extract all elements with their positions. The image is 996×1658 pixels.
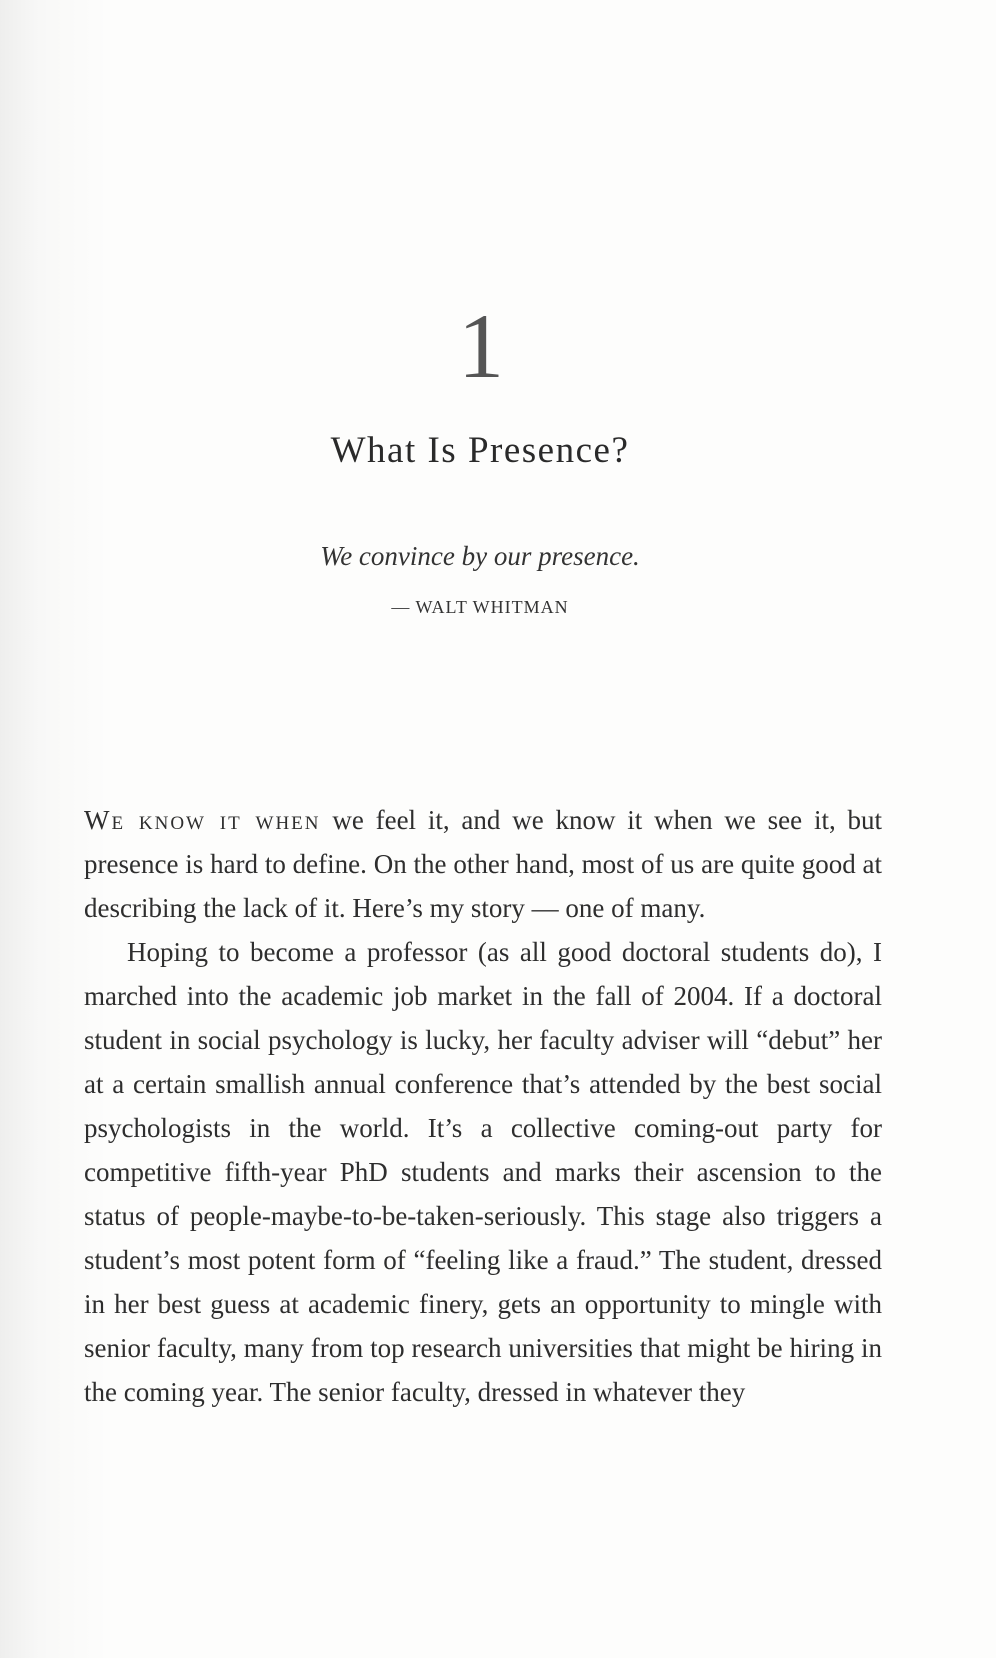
paragraph-2: Hoping to become a professor (as all good doctoral students do), I marched into the academic job market in the fall of 2004. If a doctoral student in social psychology is lucky, her faculty adviser will “debut” her at a certain smallish annual conference that’s attended by the best social psychologists in the world. It’s a collective coming-out party for competitive fifth-year PhD students and marks their ascension to the status of people-maybe-to-be-taken-seriously. This stage also triggers a student’s most potent form of “feeling like a fraud.” The student, dressed in her best guess at academic finery, gets an opportunity to mingle with senior faculty, many from top research universities that might be hiring in the coming year. The senior faculty, dressed in whatever they xyxy=(84,937,882,1407)
chapter-number: 1 xyxy=(458,295,502,397)
chapter-title: What Is Presence? xyxy=(330,430,630,471)
paragraph-1 xyxy=(84,798,882,930)
paragraph-lead-in: We know it when xyxy=(84,805,321,835)
chapter-body xyxy=(84,798,882,1414)
paragraph-1-text: we feel it, and we know it when we see it, but presence is hard to define. On the other hand, most of us are quite good at describing the lack of it. Here’s my story — one of many. xyxy=(84,805,882,923)
epigraph-attribution: — WALT WHITMAN xyxy=(391,597,569,617)
epigraph-quote: We convince by our presence. xyxy=(320,541,640,571)
